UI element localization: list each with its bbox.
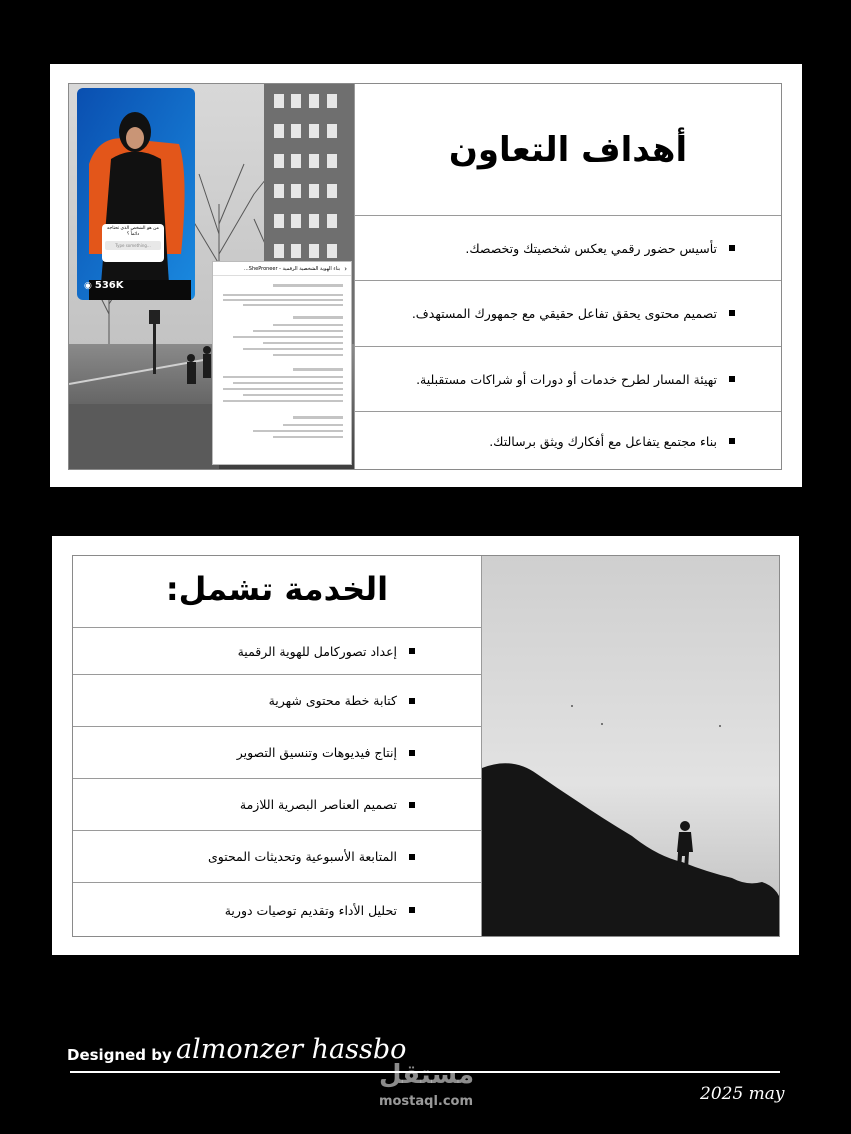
video-views: [84, 280, 123, 291]
video-reply-input[interactable]: Type something...: [105, 241, 161, 250]
designer-name: almonzer hassbo: [176, 1034, 407, 1065]
document-header: [213, 262, 351, 276]
slide-2-card: [52, 536, 799, 955]
service-text: تصميم العناصر البصرية اللازمة: [239, 797, 397, 812]
document-text-lines: [213, 276, 351, 464]
service-row: [73, 778, 481, 830]
slide-1-card: [50, 64, 802, 487]
video-question-text: من هو الشخص الذي تحتاجه دائماً ؟: [107, 226, 159, 237]
mountain-photo: [482, 556, 779, 936]
slide-2-frame: [72, 555, 780, 937]
bullet-icon: [729, 245, 735, 251]
service-row: [73, 830, 481, 882]
service-text: تحليل الأداء وتقديم توصيات دورية: [224, 902, 397, 918]
service-row: [73, 882, 481, 937]
service-row: [73, 726, 481, 778]
bullet-icon: [409, 698, 415, 704]
service-text: إنتاج فيديوهات وتنسيق التصوير: [236, 745, 397, 760]
watermark-arabic: مستقل: [378, 1060, 475, 1090]
goal-text: بناء مجتمع يتفاعل مع أفكارك ويثق برسالتك.: [489, 433, 717, 449]
footer-date: 2025 may: [700, 1084, 785, 1104]
goals-panel: [354, 84, 781, 469]
bullet-icon: [409, 750, 415, 756]
video-question-bubble: [102, 224, 164, 262]
goals-title: أهداف التعاون: [448, 130, 688, 170]
bullet-icon: [729, 438, 735, 444]
chevron-left-icon[interactable]: ‹: [344, 264, 347, 273]
bullet-icon: [729, 376, 735, 382]
watermark-latin: mostaql.com: [378, 1094, 474, 1109]
bullet-icon: [729, 310, 735, 316]
service-text: إعداد تصوركامل للهوية الرقمية: [237, 643, 397, 659]
document-card: [212, 261, 352, 465]
goal-row: [355, 215, 781, 280]
eye-icon: ◉: [84, 280, 92, 291]
document-header-text: بناء الهوية الشخصية الرقمية - SheProneer...: [244, 265, 341, 272]
services-title: الخدمة تشمل:: [165, 570, 389, 608]
service-row: [73, 674, 481, 726]
service-text: كتابة خطة محتوى شهرية: [268, 693, 397, 708]
goal-row: [355, 346, 781, 411]
bullet-icon: [409, 802, 415, 808]
goal-text: تهيئة المسار لطرح خدمات أو دورات أو شراكات مستقبلية.: [416, 371, 717, 387]
goal-row: [355, 280, 781, 345]
mountain-photo-illustration: [482, 556, 779, 936]
slide-1-frame: [68, 83, 782, 470]
goal-text: تأسيس حضور رقمي يعكس شخصيتك وتخصصك.: [465, 240, 717, 256]
service-row: [73, 627, 481, 674]
bullet-icon: [409, 854, 415, 860]
services-panel: [73, 556, 482, 936]
service-text: المتابعة الأسبوعية وتحديثات المحتوى: [207, 849, 397, 864]
goal-text: تصميم محتوى يحقق تفاعل حقيقي مع جمهورك المستهدف.: [411, 305, 717, 321]
bullet-icon: [409, 907, 415, 913]
goal-row: [355, 411, 781, 470]
bullet-icon: [409, 648, 415, 654]
video-views-count: 536K: [94, 280, 124, 291]
street-photo: [69, 84, 354, 469]
designed-by-label: Designed by: [67, 1046, 172, 1064]
